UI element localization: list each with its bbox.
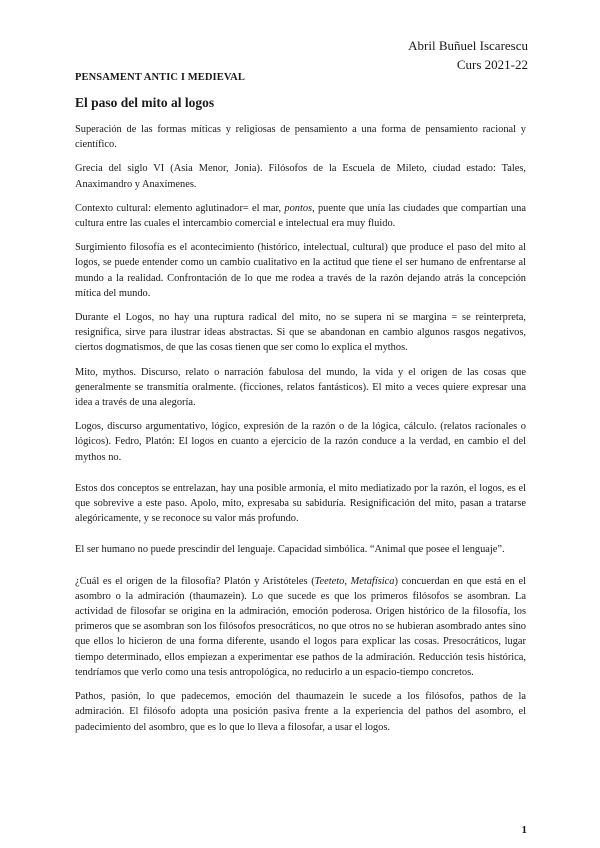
paragraph-2: Grecia del siglo VI (Asia Menor, Jonia). Filósofos de la Escuela de Mileto, ciudad estado: Tales, Anaximandro y Anaxímenes. — [75, 163, 526, 190]
paragraph-10-text-b: ) concuerdan en que está en el asombro o la admiración (thaumazein). Lo que sucede es que los primeros filósofos se asombran. La actividad de filosofar se origina en la admiración, emoción poderosa. Origen histórico de la filosofía, los primeros que se asombran son los filósofos presocráticos, no que otros no se hubieran asombrado antes sino que ellos lo hicieron de una forma diferente, usando el logos para explicar las cosas. Presocráticos, lugar tiempo determinado, ellos empiezan a experimentar ese pathos de la admiración. Reducción tesis histórica, tendríamos que verlo como una tesis antropológica, no reducirlo a un espacio-tiempo concretos. — [75, 575, 526, 678]
document-body — [75, 72, 526, 744]
paragraph-11: Pathos, pasión, lo que padecemos, emoción del thaumazein le sucede a los filósofos, pathos de la admiración. El filósofo adopta una posición pasiva frente a la experiencia del pathos del asombro, el padecimiento del asombro, que es lo que lo lleva a filosofar, a usar el logos. — [75, 691, 526, 733]
paragraph-10-emphasis-1: Teeteto — [314, 575, 345, 587]
paragraph-10-separator: , — [344, 575, 351, 587]
paragraph-1: Superación de las formas míticas y religiosas de pensamiento a una forma de pensamiento racional y científico. — [75, 124, 526, 151]
paragraph-10-emphasis-2: Metafísica — [350, 575, 395, 587]
paragraph-9: El ser humano no puede prescindir del lenguaje. Capacidad simbólica. “Animal que posee el lenguaje”. — [75, 544, 505, 556]
paragraph-3-text-a: Contexto cultural: elemento aglutinador= el mar, — [75, 202, 285, 214]
paragraph-6: Mito, mythos. Discurso, relato o narración fabulosa del mundo, la vida y el origen de las cosas que generalmente se transmitía oralmente. (ficciones, relatos fantásticos). El mito a veces quiere expresar una idea a través de una alegoría. — [75, 366, 526, 409]
document-title: El paso del mito al logos — [75, 95, 215, 110]
author-name: Abril Buñuel Iscarescu — [408, 38, 528, 53]
paragraph-3 — [75, 201, 526, 231]
paragraph-8: Estos dos conceptos se entrelazan, hay una posible armonía, el mito mediatizado por la razón, el logos, es el que sobrevive a este paso. Apolo, mito, expresaba su sabiduría. Resignificación del mito, pasan a tratarse alegóricamente, y se reconoce su valor más profundo. — [75, 482, 526, 525]
paragraph-10 — [75, 574, 526, 680]
paragraph-10-text-a: ¿Cuál es el origen de la filosofía? Platón y Aristóteles ( — [75, 575, 315, 587]
section-title: PENSAMENT ANTIC I MEDIEVAL — [75, 72, 245, 83]
paragraph-5: Durante el Logos, no hay una ruptura radical del mito, no se supera ni se margina = se reinterpreta, resignifica, sirve para ilustrar ideas abstractas. Si que se abandonan en cambio algunos rasgos negativos, ciertos dogmatismos, de que las cosas tienen que ser como lo explica el mythos. — [75, 312, 526, 354]
page-header — [408, 36, 528, 74]
page-number: 1 — [521, 824, 527, 836]
course-year: Curs 2021-22 — [456, 57, 528, 72]
paragraph-3-text-b: , puente que unía las ciudades que compartían una cultura entre las cuales el intercambio comercial e intelectual era muy fluido. — [75, 202, 526, 230]
paragraph-3-emphasis: pontos — [284, 202, 313, 214]
paragraph-4: Surgimiento filosofía es el acontecimiento (histórico, intelectual, cultural) que produce el paso del mito al logos, se puede entender como un cambio cualitativo en la actitud que tiene el ser humano de enfrentarse al mundo a la realidad. Confrontación de lo que me rodea a través de la razón dejando atrás la concepción mítica del mundo. — [75, 242, 526, 299]
paragraph-7: Logos, discurso argumentativo, lógico, expresión de la razón o de la lógica, cálculo. (relatos racionales o lógicos). Fedro, Platón: El logos en cuanto a ejercicio de la razón conduce a la verdad, en cambio el del mythos no. — [75, 421, 526, 463]
